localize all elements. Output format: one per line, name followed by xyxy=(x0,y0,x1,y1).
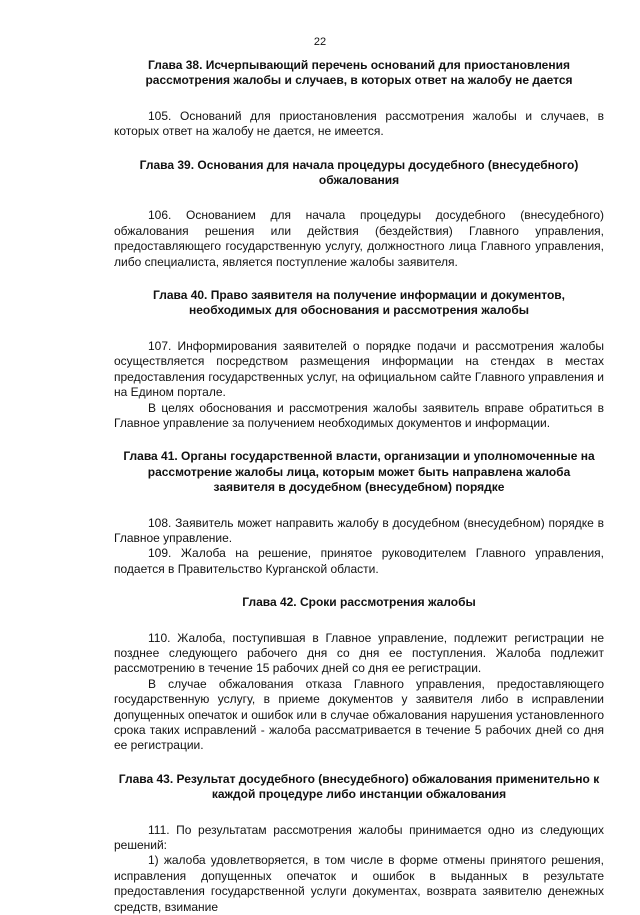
paragraph-111: 111. По результатам рассмотрения жалобы принимается одно из следующих решений: xyxy=(114,822,604,853)
chapter-41-title: Глава 41. Органы государственной власти, организации и уполномоченные на рассмотрение жалобы лица, которым может быть направлена жалоба заявителя в досудебном (внесудебном) порядке xyxy=(123,449,595,495)
chapter-43-title: Глава 43. Результат досудебного (внесудебного) обжалования применительно к каждой процедуре либо инстанции обжалования xyxy=(118,771,600,802)
paragraph-105: 105. Оснований для приостановления рассмотрения жалобы и случаев, в которых ответ на жалобу не дается, не имеется. xyxy=(114,108,604,139)
paragraph-110: 110. Жалоба, поступившая в Главное управление, подлежит регистрации не позднее следующего рабочего дня со дня ее поступления. Жалоба подлежит рассмотрению в течение 15 рабочих дней со дня ее регистрации. xyxy=(114,630,604,676)
paragraph-107: 107. Информирования заявителей о порядке подачи и рассмотрения жалобы осуществляется посредством размещения информации на стендах в местах предоставления государственных услуг, на официальном сайте Главного управления и на Едином портале. xyxy=(114,338,604,400)
chapter-42-title: Глава 42. Сроки рассмотрения жалобы xyxy=(242,595,476,610)
paragraph-110-continued: В случае обжалования отказа Главного управления, предоставляющего государственную услугу, в приеме документов у заявителя либо в исправлении допущенных опечаток и ошибок или в случае обжалования нарушения установленного срока таких исправлений - жалоба рассматривается в течение 5 рабочих дней со дня ее регистрации. xyxy=(114,676,604,753)
paragraph-109: 109. Жалоба на решение, принятое руководителем Главного управления, подается в Правительство Курганской области. xyxy=(114,546,604,576)
page-number: 22 xyxy=(313,36,327,48)
document-body xyxy=(114,58,604,915)
paragraph-108: 108. Заявитель может направить жалобу в досудебном (внесудебном) порядке в Главное управление. xyxy=(114,515,604,545)
paragraph-111-item-1: 1) жалоба удовлетворяется, в том числе в форме отмены принятого решения, исправления допущенных опечаток и ошибок в выданных в результате предоставления государственной услуги документах, возврата заявителю денежных средств, взимание xyxy=(114,853,604,914)
paragraph-107-continued: В целях обоснования и рассмотрения жалобы заявитель вправе обратиться в Главное управление за получением необходимых документов и информации. xyxy=(114,400,604,430)
chapter-40-title: Глава 40. Право заявителя на получение информации и документов, необходимых для обоснования и рассмотрения жалобы xyxy=(152,288,565,318)
chapter-38-title: Глава 38. Исчерпывающий перечень оснований для приостановления рассмотрения жалобы и случаев, в которых ответ на жалобу не дается xyxy=(145,58,573,88)
paragraph-106: 106. Основанием для начала процедуры досудебного (внесудебного) обжалования решения или действия (бездействия) Главного управления, предоставляющего государственную услугу, должностного лица Главного управления, либо специалиста, является поступление жалобы заявителя. xyxy=(114,208,604,269)
chapter-39-title: Глава 39. Основания для начала процедуры досудебного (внесудебного) обжалования xyxy=(139,157,579,188)
